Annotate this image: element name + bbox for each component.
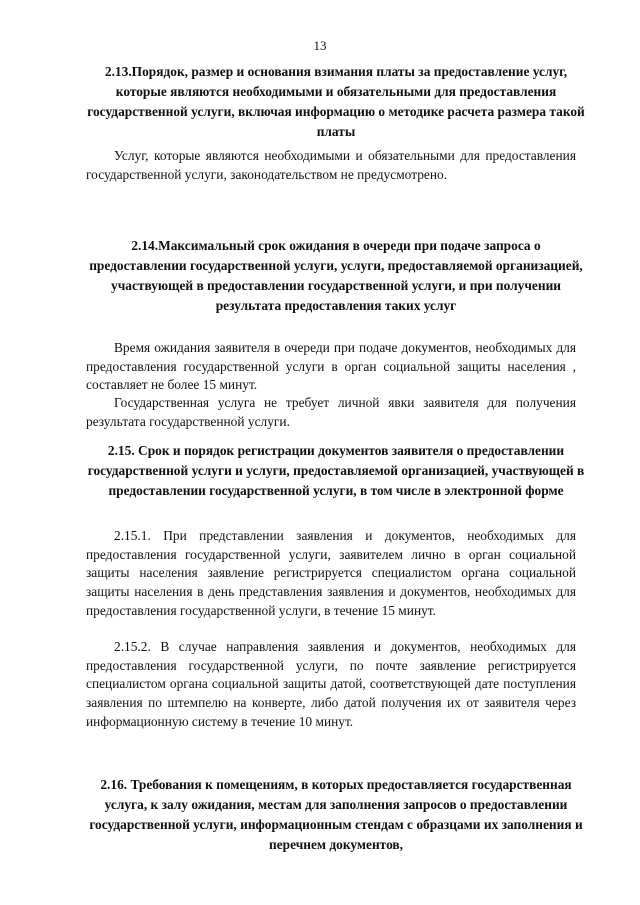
section-heading-2-13: 2.13.Порядок, размер и основания взимания платы за предоставление услуг, которые являются необходимыми и обязательными для предоставления государственной услуги, включая информацию о методике расчета размера такой платы — [87, 64, 585, 139]
section-heading-2-14: 2.14.Максимальный срок ожидания в очереди при подаче запроса о предоставлении государственной услуги, услуги, предоставляемой организацией, участвующей в предоставлении государственной услуги, и при получении результата предоставления таких услуг — [89, 238, 583, 313]
paragraph-2-14-personal: Государственная услуга не требует личной явки заявителя для получения результата государственной услуги. — [86, 395, 576, 429]
paragraph-2-14-waiting: Время ожидания заявителя в очереди при подаче документов, необходимых для предоставления государственной услуги в орган социальной защиты населения , составляет не более 15 минут. — [86, 340, 576, 393]
paragraph-2-13: Услуг, которые являются необходимыми и обязательными для предоставления государственной услуги, законодательством не предусмотрено. — [86, 148, 576, 182]
section-heading-2-16: 2.16. Требования к помещениям, в которых предоставляется государственная услуга, к залу ожидания, местам для заполнения запросов о предоставлении государственной услуги, информационным стендам с образцами их заполнения и перечнем документов, — [89, 777, 583, 852]
paragraph-2-15-2: 2.15.2. В случае направления заявления и документов, необходимых для предоставления государственной услуги, по почте заявление регистрируется специалистом органа социальной защиты датой, соответствующей дате поступления заявления по штемпелю на конверте, либо датой получения их от заявителя через информационную систему в течение 10 минут. — [86, 639, 576, 729]
page-number: 13 — [313, 38, 327, 53]
section-heading-2-15: 2.15. Срок и порядок регистрации документов заявителя о предоставлении государственной услуги и услуги, предоставляемой организацией, участвующей в предоставлении государственной услуги, в том числе в электронной форме — [87, 443, 585, 498]
paragraph-2-15-1: 2.15.1. При представлении заявления и документов, необходимых для предоставления государственной услуги, заявителем лично в орган социальной защиты населения заявление регистрируется специалистом органа социальной защиты населения в день представления заявления и документов, необходимых для предоставления государственной услуги, в течение 15 минут. — [86, 528, 576, 618]
